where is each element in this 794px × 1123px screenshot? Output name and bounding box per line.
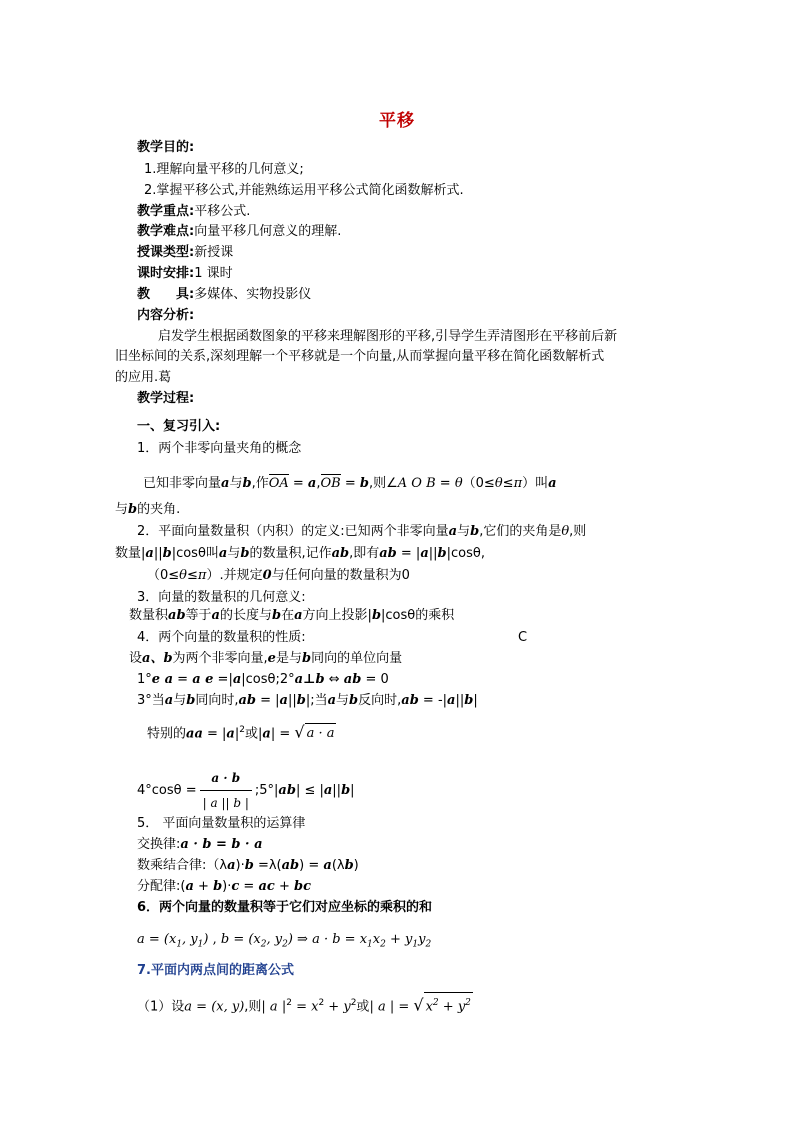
stray-c-mark: C [518, 630, 528, 645]
cos-fraction: $\frac{a \cdot b}{| a || b |}$ [200, 766, 252, 815]
property-3: 3°当a与b同向时,ab = |a||b|;当a与b反向时,ab = -|a||b| [137, 693, 478, 708]
process-label: 教学过程: [137, 391, 195, 406]
analysis-label: 内容分析: [137, 308, 195, 323]
difficulty: 教学难点:向量平移几何意义的理解. [137, 224, 342, 239]
section-7-heading: 7.平面内两点间的距离公式 [137, 963, 294, 978]
goal-item-2: 2.掌握平移公式,并能熟练运用平移公式简化函数解析式. [144, 183, 464, 198]
distributive-law: 分配律:(a + b)·c = ac + bc [137, 879, 311, 894]
section-1-line-1: 已知非零向量a与b,作OA = a,OB = b,则∠A O B = θ（0≤θ≤π）叫a [143, 474, 557, 494]
analysis-line-2: 旧坐标间的关系,深刻理解一个平移就是一个向量,从而掌握向量平移在简化函数解析式 [115, 349, 605, 364]
section-2-line-1: 2．平面向量数量积（内积）的定义:已知两个非零向量a与b,它们的夹角是θ,则 [137, 524, 587, 539]
section-4-line-1: 设a、b为两个非零向量,e是与b同向的单位向量 [129, 651, 403, 666]
commutative-law: 交换律:a · b = b · a [137, 837, 263, 852]
section-3-heading: 3．向量的数量积的几何意义: [137, 590, 306, 605]
section-1-heading: 1．两个非零向量夹角的概念 [137, 441, 302, 456]
lesson-time: 课时安排:1 课时 [137, 266, 233, 281]
property-4-5: 4°cosθ = $\frac{a \cdot b}{| a || b |}$ ;5°|ab| ≤ |a||b| [137, 766, 355, 815]
key-point: 教学重点:平移公式. [137, 204, 251, 219]
teaching-tools: 教 具:多媒体、实物投影仪 [137, 287, 312, 302]
section-2-line-2: 数量|a||b|cosθ叫a与b的数量积,记作ab,即有ab = |a||b|cosθ, [115, 546, 485, 561]
section-4-heading: 4．两个向量的数量积的性质: [137, 630, 306, 645]
section-3-body: 数量积ab等于a的长度与b在a方向上投影|b|cosθ的乘积 [129, 608, 455, 623]
page-title: 平移 [379, 111, 415, 131]
goal-item-1: 1.理解向量平移的几何意义; [144, 162, 304, 177]
distance-formula: （1）设a = (x, y),则| a $|^2 = x^2 + y^2$或| a | = √ $x^2 + y^2$ [137, 992, 473, 1017]
analysis-line-3: 的应用.葛 [115, 370, 172, 385]
section-5-heading: 5． 平面向量数量积的运算律 [137, 816, 306, 831]
section-6-heading: 6．两个向量的数量积等于它们对应坐标的乘积的和 [137, 900, 433, 915]
goal-label: 教学目的: [137, 140, 195, 155]
special-case: 特别的aa = $|a|^2$或|a| = √ a · a [147, 720, 336, 744]
analysis-line-1: 启发学生根据函数图象的平移来理解图形的平移,引导学生弄清图形在平移前后新 [158, 329, 618, 344]
property-1-2: 1°e a = a e =|a|cosθ;2°a⊥b ⇔ ab = 0 [137, 672, 389, 687]
review-heading: 一、复习引入: [137, 419, 221, 434]
section-1-line-2: 与b的夹角. [115, 502, 181, 517]
associative-law: 数乘结合律:（λa)·b =λ(ab) = a(λb) [137, 858, 359, 873]
coordinate-product-formula: $a = (x_1$, $y_1$) , $b = (x_2$, $y_2$) ⇒ $a \cdot b = x_1x_2 + y_1y_2$ [137, 932, 432, 950]
section-2-line-3: （0≤θ≤π）.并规定0与任何向量的数量积为0 [147, 568, 410, 583]
lesson-type: 授课类型:新授课 [137, 245, 234, 260]
